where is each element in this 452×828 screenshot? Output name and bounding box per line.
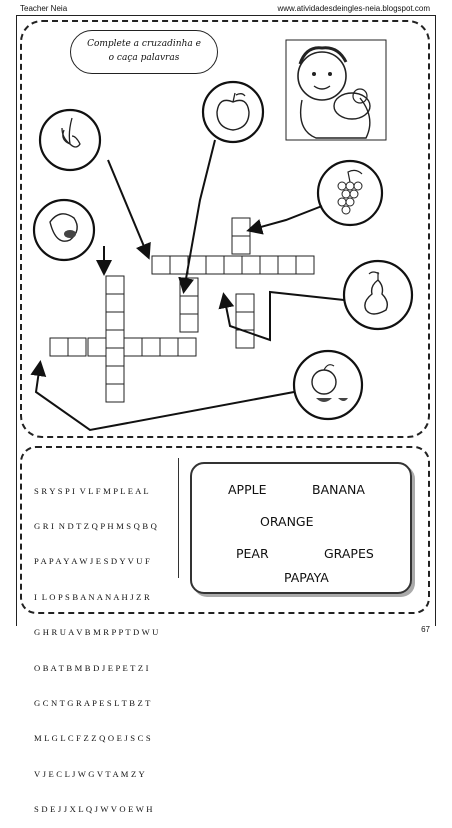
word-search-row: S R Y S P I V L F M P L E A L [34,485,149,496]
apple-icon [203,82,263,142]
grapes-icon [318,161,382,225]
word-papaya: PAPAYA [284,570,329,585]
instruction-line-1: Complete a cruzadinha e [87,39,201,49]
clue-arrows [36,140,344,430]
header-url: www.atividadesdeingles-neia.blogspot.com [277,4,430,13]
word-apple: APPLE [228,482,267,497]
instruction-line-2: o caça palavras [108,53,180,63]
word-search-row: M L G L C F Z Z Q O E J S C S [34,733,151,744]
word-pear: PEAR [236,546,269,561]
pear-icon [344,261,412,329]
word-orange: ORANGE [260,514,314,529]
word-search-grid [34,462,174,828]
papaya-icon [34,200,94,260]
word-search-row: G C N T G R A P E S L T B Z T [34,697,151,708]
word-search-row: I L O P S B A N A N A H J Z R [34,591,150,602]
word-search-row: S D E J J X L Q J W V O E W H [34,804,153,815]
word-search-row: P A P A Y A W J E S D Y V U F [34,556,150,567]
header-author: Teacher Neia [20,4,68,13]
word-search-row: G H R U A V B M R P P T D W U [34,627,159,638]
word-bank [190,462,412,594]
child-eating-fruit-icon [286,40,386,140]
word-search-row: G R I N D T Z Q P H M S Q B Q [34,520,158,531]
word-search-row: V J E C L J W G V T A M Z Y [34,768,145,779]
page-number: 67 [421,625,430,634]
banana-icon [40,110,100,170]
word-banana: BANANA [312,482,365,497]
word-search-divider [178,458,179,578]
word-grapes: GRAPES [324,546,374,561]
orange-icon [294,351,362,419]
word-search-row: O B A T B M B D J E P E T Z I [34,662,149,673]
